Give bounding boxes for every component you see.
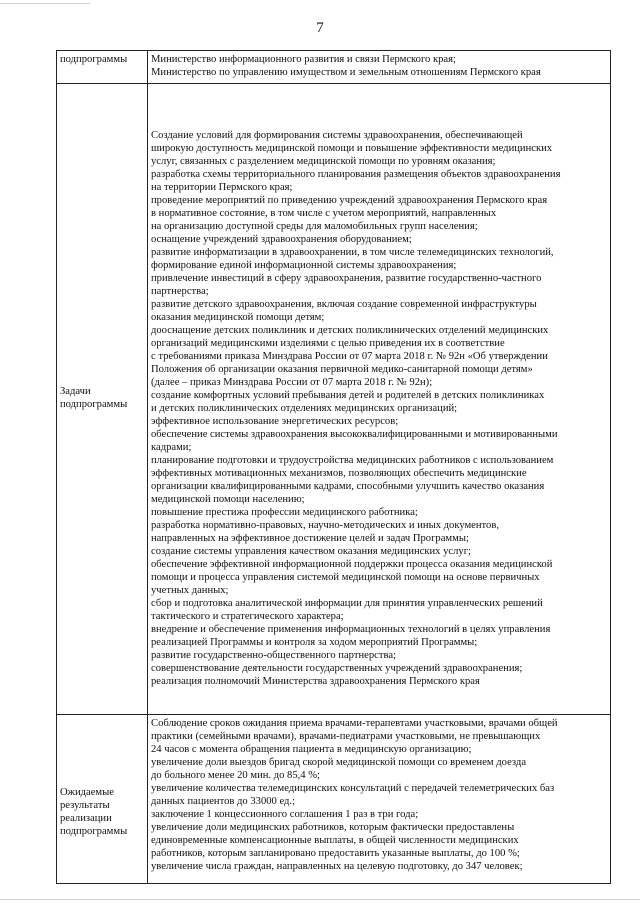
content-line: эффективное использование энергетических ресурсов;	[151, 416, 399, 427]
content-line: реализация полномочий Министерства здравоохранения Пермского края	[151, 676, 480, 687]
content-line: оказания медицинской помощи детям;	[151, 312, 325, 323]
content-line: и детских поликлинических отделениях медицинских организаций;	[151, 403, 458, 414]
bottom-edge-line	[0, 899, 640, 900]
content-line: заключение 1 концессионного соглашения 1 раз в три года;	[151, 809, 419, 820]
content-line: с требованиями приказа Минздрава России от 07 марта 2018 г. № 92н «Об утверждении	[151, 351, 548, 362]
content-line: до больного менее 20 мин. до 85,4 %;	[151, 770, 320, 781]
content-line: дооснащение детских поликлиник и детских поликлинических отделений медицинских	[151, 325, 549, 336]
row-label-cell	[57, 715, 148, 884]
row-label-line: результаты	[60, 800, 110, 811]
content-line: развитие информатизации в здравоохранении, в том числе телемедицинских технологий,	[151, 247, 554, 258]
row-content-cell	[148, 84, 611, 715]
content-line: тактического и стратегического характера;	[151, 611, 344, 622]
content-line: увеличение доли медицинских работников, которым фактически предоставлены	[151, 822, 515, 833]
content-line: данных пациентов до 33000 ед.;	[151, 796, 296, 807]
content-line: Министерство по управлению имуществом и земельным отношениям Пермского края	[151, 67, 541, 78]
table-row	[57, 51, 611, 84]
content-line: развитие государственно-общественного партнерства;	[151, 650, 396, 661]
row-content-cell	[148, 715, 611, 884]
passport-table	[56, 50, 611, 884]
row-content-cell	[148, 51, 611, 84]
content-line: Соблюдение сроков ожидания приема врачами-терапевтами участковыми, врачами общей	[151, 718, 558, 729]
row-label-line: подпрограммы	[60, 54, 128, 65]
row-label-line: Ожидаемые	[60, 787, 114, 798]
content-line: планирование подготовки и трудоустройства медицинских работников с использованием	[151, 455, 554, 466]
content-line: услуг, связанных с разделением медицинской помощи по уровням оказания;	[151, 156, 496, 167]
content-line: увеличение количества телемедицинских консультаций с передачей телеметрических баз	[151, 783, 555, 794]
content-line: организаций медицинскими изделиями с целью приведения их в соответствие	[151, 338, 505, 349]
content-line: оснащение учреждений здравоохранения оборудованием;	[151, 234, 412, 245]
content-line: 24 часов с момента обращения пациента в медицинскую организацию;	[151, 744, 472, 755]
content-line: Положения об организации оказания первичной медико-санитарной помощи детям»	[151, 364, 533, 375]
content-line: практики (семейными врачами), врачами-педиатрами участковыми, не превышающих	[151, 731, 541, 742]
content-line: помощи и процесса управления системой медицинской помощи на основе первичных	[151, 572, 540, 583]
content-line: партнерства;	[151, 286, 209, 297]
row-label-cell	[57, 84, 148, 715]
content-line: учетных данных;	[151, 585, 229, 596]
content-line: эффективных мотивационных механизмов, позволяющих обеспечить медицинские	[151, 468, 527, 479]
content-line: развитие детского здравоохранения, включая создание современной инфраструктуры	[151, 299, 537, 310]
content-line: на организацию доступной среды для маломобильных групп населения;	[151, 221, 478, 232]
content-line: разработка нормативно-правовых, научно-методических и иных документов,	[151, 520, 499, 531]
content-line: обеспечение эффективной информационной поддержки процесса оказания медицинской	[151, 559, 553, 570]
content-line: сбор и подготовка аналитической информации для принятия управленческих решений	[151, 598, 543, 609]
table-row	[57, 715, 611, 884]
content-line: увеличение числа граждан, направленных на целевую подготовку, до 347 человек;	[151, 861, 523, 872]
row-label-cell	[57, 51, 148, 84]
content-line: привлечение инвестиций в сферу здравоохранения, развитие государственно-частного	[151, 273, 542, 284]
content-line: разработка схемы территориального планирования размещения объектов здравоохранения	[151, 169, 561, 180]
content-line: Министерство информационного развития и связи Пермского края;	[151, 54, 456, 65]
content-line: кадрами;	[151, 442, 192, 453]
content-line: широкую доступность медицинской помощи и повышение эффективности медицинских	[151, 143, 553, 154]
row-label-line: Задачи	[60, 386, 91, 397]
content-line: работников, которым запланировано предоставить указанные выплаты, до 100 %;	[151, 848, 520, 859]
content-line: создание системы управления качеством оказания медицинских услуг;	[151, 546, 471, 557]
content-line: на территории Пермского края;	[151, 182, 293, 193]
content-line: направленных на эффективное достижение целей и задач Программы;	[151, 533, 469, 544]
content-line: обеспечение системы здравоохранения высококвалифицированными и мотивированными	[151, 429, 558, 440]
content-line: единовременные компенсационные выплаты, в общей численности медицинских	[151, 835, 519, 846]
content-line: совершенствование деятельности государственных учреждений здравоохранения;	[151, 663, 523, 674]
content-line: увеличение доли выездов бригад скорой медицинской помощи со временем доезда	[151, 757, 527, 768]
content-line: создание комфортных условий пребывания детей и родителей в детских поликлиниках	[151, 390, 545, 401]
content-line: повышение престижа профессии медицинского работника;	[151, 507, 418, 518]
table-row	[57, 84, 611, 715]
content-line: в нормативное состояние, в том числе с учетом мероприятий, направленных	[151, 208, 497, 219]
row-label-line: реализации	[60, 813, 112, 824]
row-label-line: подпрограммы	[60, 399, 128, 410]
content-line: формирование единой информационной системы здравоохранения;	[151, 260, 457, 271]
page-number: 7	[316, 20, 324, 36]
top-edge-line	[0, 3, 90, 4]
content-line: (далее – приказ Минздрава России от 07 марта 2018 г. № 92н);	[151, 377, 433, 388]
content-line: организации квалифицированными кадрами, способными улучшить качество оказания	[151, 481, 545, 492]
content-line: Создание условий для формирования системы здравоохранения, обеспечивающей	[151, 130, 523, 141]
content-line: реализацией Программы и контроля за ходом мероприятий Программы;	[151, 637, 478, 648]
content-line: проведение мероприятий по приведению учреждений здравоохранения Пермского края	[151, 195, 548, 206]
content-line: медицинской помощи населению;	[151, 494, 305, 505]
content-line: внедрение и обеспечение применения информационных технологий в целях управления	[151, 624, 551, 635]
row-label-line: подпрограммы	[60, 826, 128, 837]
